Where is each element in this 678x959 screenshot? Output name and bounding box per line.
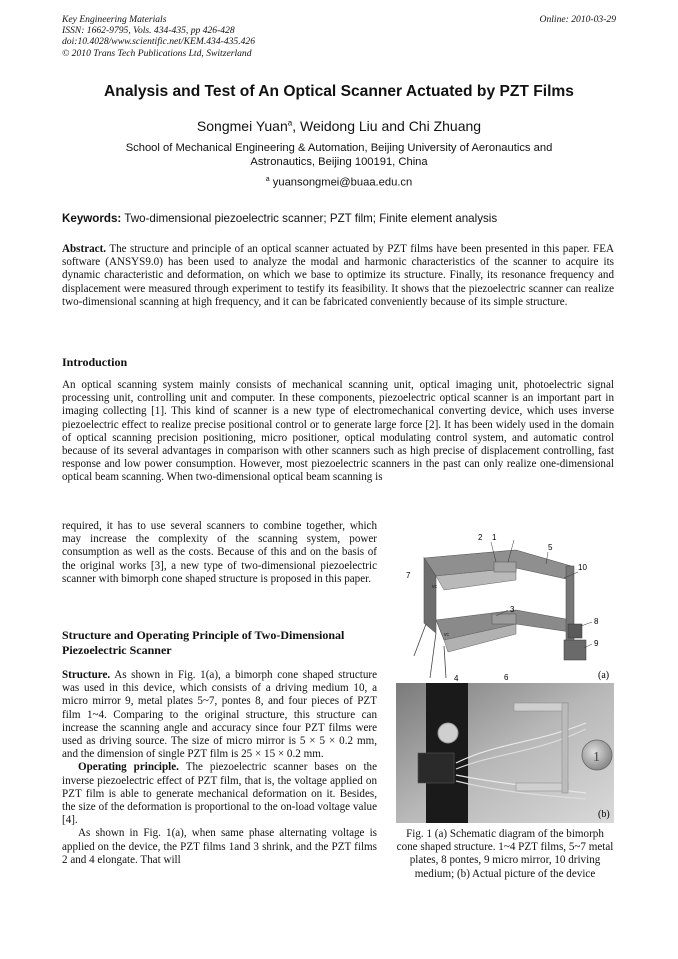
figure-1b-photo xyxy=(396,683,614,823)
abstract xyxy=(62,243,614,309)
part-label-3: 3 xyxy=(510,605,515,614)
figure-1a-schematic xyxy=(396,528,614,682)
copyright: © 2010 Trans Tech Publications Ltd, Switzerland xyxy=(62,47,252,59)
email-line xyxy=(40,176,638,189)
part-label-8: 8 xyxy=(594,617,599,626)
figure-caption: Fig. 1 (a) Schematic diagram of the bimorph cone shaped structure. 1~4 PZT films, 5~7 metal plates, 8 pontes, 9 micro mirror, 10 driving medium; (b) Actual picture of the device xyxy=(396,828,614,880)
author-first: Songmei Yuan xyxy=(196,118,288,134)
journal-header xyxy=(62,14,255,59)
paper-title: Analysis and Test of An Optical Scanner Actuated by PZT Films xyxy=(104,83,574,100)
intro-heading: Introduction xyxy=(62,355,128,369)
operating-text: The piezoelectric scanner bases on the inverse piezoelectric effect of PZT film, that is, the voltage applied on PZT film is able to generate mechanical deformation on it. Besides, the size of the deformation is proportional to the on-load voltage value [4]. xyxy=(62,761,377,827)
last-paragraph: As shown in Fig. 1(a), when same phase alternating voltage is applied on the device, the PZT films 1and 3 shrink, and the PZT films 2 and 4 elongate. That will xyxy=(62,827,377,866)
part-label-7: 7 xyxy=(406,571,411,580)
affiliation-line1: School of Mechanical Engineering & Automation, Beijing University of Aeronautics and xyxy=(125,142,553,154)
author-sup: a xyxy=(287,118,293,128)
affiliation xyxy=(70,141,608,169)
part-label-9: 9 xyxy=(594,639,599,648)
keywords-text: Two-dimensional piezoelectric scanner; PZT film; Finite element analysis xyxy=(124,212,498,225)
issn: ISSN: 1662-9795, Vols. 434-435, pp 426-428 xyxy=(62,25,235,37)
affiliation-line2: Astronautics, Beijing 100191, China xyxy=(250,156,428,168)
part-label-10: 10 xyxy=(578,563,587,572)
part-label-2: 2 xyxy=(478,533,483,542)
operating-label: Operating principle. xyxy=(78,761,179,774)
abstract-label: Abstract. xyxy=(62,243,107,255)
part-label-6: 6 xyxy=(504,673,509,682)
structure-text: As shown in Fig. 1(a), a bimorph cone shaped structure was used in this device, which consists of a driving medium 10, a micro mirror 9, metal plates 5~7, pontes 8, and four pieces of PZT film 1~4. Comparing to the original structure, this structure can increase the scanning angle and accuracy since four PZT films were used as driving source. The size of micro mirror is 5 × 5 × 0.2 mm, and the dimension of single PZT film is 25 × 15 × 0.2 mm. xyxy=(62,669,377,761)
vc-label-bottom: vc xyxy=(444,632,449,638)
doi: doi:10.4028/www.scientific.net/KEM.434-435.426 xyxy=(62,36,256,48)
part-label-4: 4 xyxy=(454,674,459,682)
email-sup: a xyxy=(265,176,270,183)
keywords-label: Keywords: xyxy=(62,212,122,225)
author-rest: , Weidong Liu and Chi Zhuang xyxy=(292,118,482,134)
part-label-1: 1 xyxy=(492,533,497,542)
figure-label-b: (b) xyxy=(598,809,610,820)
abstract-text: The structure and principle of an optical scanner actuated by PZT films have been presented in this paper. FEA software (ANSYS9.0) has been used to analyze the modal and harmonic characteristics of the scanner to acquire its dynamic characteristic and deformation, on which we base to optimize its structure. Finally, its resonance frequency and displacement were measured through experiment to testify its feasibility. It shows that the piezoelectric scanner can realize two-dimensional scanning at high frequency, and it can be fabricated conveniently because of its simple structure. xyxy=(62,243,614,308)
figure-label-a: (a) xyxy=(598,670,610,681)
vc-label-top: vc xyxy=(432,584,437,590)
structure-label: Structure. xyxy=(62,669,111,681)
intro-paragraph-wrap: required, it has to use several scanners to combine together, which may increase the complexity of the scanning system, power consumption as well as the costs. Because of this and on the basis of the original works [3], a new type of two-dimensional piezoelectric scanner with bimorph cone shaped structure is proposed in this paper. xyxy=(62,520,377,585)
authors xyxy=(40,118,638,134)
email[interactable]: yuansongmei@buaa.edu.cn xyxy=(272,176,413,189)
structure-heading: Structure and Operating Principle of Two-Dimensional Piezoelectric Scanner xyxy=(62,628,345,657)
part-label-5: 5 xyxy=(548,543,553,552)
keywords xyxy=(62,212,497,225)
journal-name: Key Engineering Materials xyxy=(62,14,167,25)
structure-section xyxy=(62,669,377,867)
coin-numeral: 1 xyxy=(593,750,600,765)
intro-paragraph: An optical scanning system mainly consists of mechanical scanning unit, optical imaging unit, photoelectric signal processing unit, controlling unit and computer. In these components, piezoelectric optical scanner is an important part in imaging collecting [1]. This kind of scanner is a new type of electromechanical converting device, which uses inverse piezoelectric effect to realize precise positional control or to generate large force [2]. It has been widely used in the domain of optical scanning precision positioning, micro positioner, optical modulating control system, and automatic control because of its several advantages in comparison with other scanners such as high precise of displacement controlling, fast response and low power consumption. However, most piezoelectric scanners in the past can only realize one-dimensional optical beam scanning. When two-dimensional optical beam scanning is xyxy=(62,379,614,484)
online-date: Online: 2010-03-29 xyxy=(539,14,616,25)
